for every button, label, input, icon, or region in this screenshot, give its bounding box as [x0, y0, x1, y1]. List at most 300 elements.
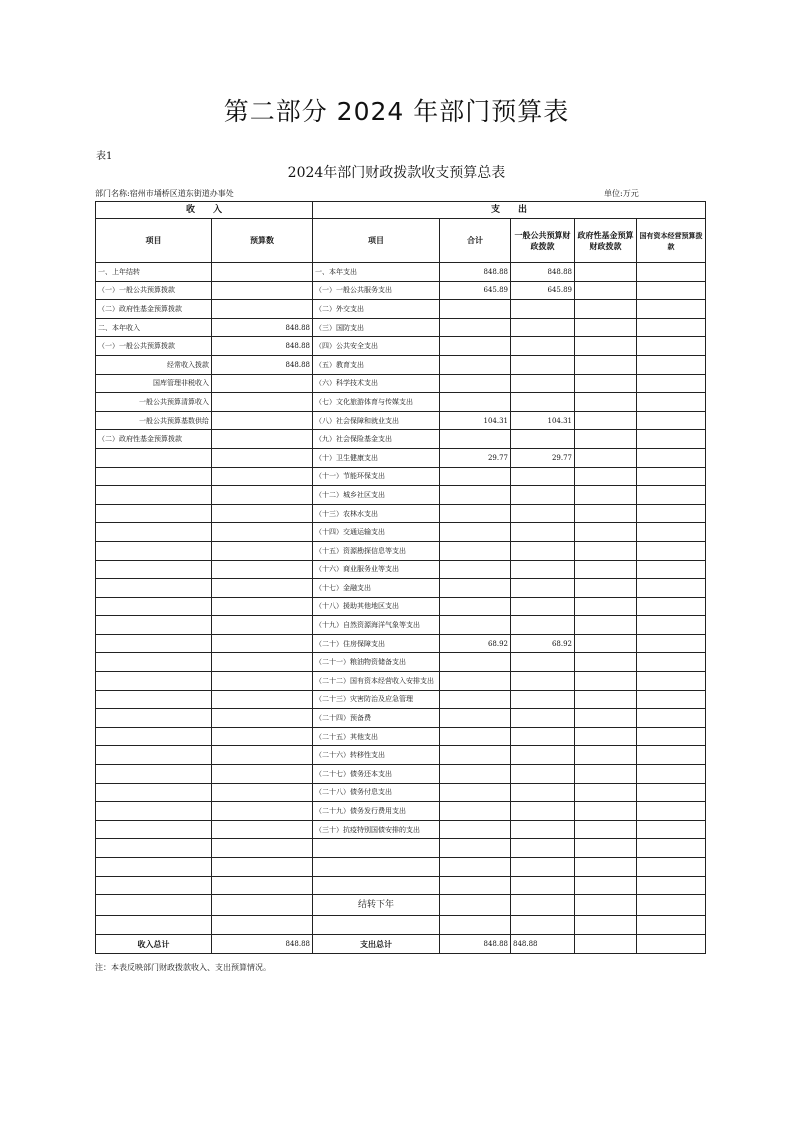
expense-fund — [575, 467, 637, 486]
expense-general — [511, 300, 575, 319]
income-value — [212, 616, 313, 635]
expense-total: 104.31 — [440, 411, 511, 430]
expense-general — [511, 672, 575, 691]
income-value: 848.88 — [212, 355, 313, 374]
income-item — [96, 448, 212, 467]
income-value — [212, 448, 313, 467]
expense-fund — [575, 337, 637, 356]
expense-fund — [575, 802, 637, 821]
expense-total — [440, 523, 511, 542]
expense-item: （二十五）其他支出 — [313, 727, 440, 746]
expense-fund — [575, 523, 637, 542]
expense-total — [440, 504, 511, 523]
expense-general: 104.31 — [511, 411, 575, 430]
income-item — [96, 523, 212, 542]
expense-state — [637, 355, 706, 374]
expense-item: （二十七）债务还本支出 — [313, 765, 440, 784]
expense-general — [511, 616, 575, 635]
table-row — [96, 318, 706, 337]
expense-state — [637, 281, 706, 300]
table-row — [96, 690, 706, 709]
expense-state — [637, 411, 706, 430]
expense-fund — [575, 411, 637, 430]
empty-cell — [511, 895, 575, 916]
empty-cell — [637, 858, 706, 877]
income-item — [96, 467, 212, 486]
table-row — [96, 858, 706, 877]
expense-total — [440, 672, 511, 691]
empty-cell — [575, 934, 637, 953]
expense-total — [440, 430, 511, 449]
table-row — [96, 523, 706, 542]
empty-cell — [440, 858, 511, 877]
expense-state — [637, 393, 706, 412]
empty-cell — [637, 895, 706, 916]
expense-fund — [575, 653, 637, 672]
income-value — [212, 430, 313, 449]
empty-cell — [575, 839, 637, 858]
header-expense-item: 项目 — [313, 219, 440, 263]
expense-general — [511, 523, 575, 542]
expense-fund — [575, 765, 637, 784]
expense-item: （二十六）转移性支出 — [313, 746, 440, 765]
expense-general — [511, 746, 575, 765]
empty-cell — [96, 839, 212, 858]
expense-state — [637, 653, 706, 672]
empty-cell — [637, 934, 706, 953]
income-item: 国库管理非税收入 — [96, 374, 212, 393]
income-value — [212, 820, 313, 839]
expense-total — [440, 802, 511, 821]
empty-cell — [637, 916, 706, 935]
empty-cell — [637, 876, 706, 895]
expense-fund — [575, 300, 637, 319]
expense-item: （五）教育支出 — [313, 355, 440, 374]
budget-table — [95, 201, 706, 954]
expense-item: （二十）住房保障支出 — [313, 634, 440, 653]
expense-item: （二十三）灾害防治及应急管理 — [313, 690, 440, 709]
income-item — [96, 746, 212, 765]
empty-cell — [313, 858, 440, 877]
expense-item: （七）文化旅游体育与传媒支出 — [313, 393, 440, 412]
header-total: 合计 — [440, 219, 511, 263]
expense-item: （十二）城乡社区支出 — [313, 486, 440, 505]
table-row — [96, 802, 706, 821]
expense-total — [440, 616, 511, 635]
empty-cell — [575, 916, 637, 935]
expense-fund — [575, 486, 637, 505]
expense-state — [637, 672, 706, 691]
expense-total: 29.77 — [440, 448, 511, 467]
empty-cell — [96, 916, 212, 935]
table-row — [96, 504, 706, 523]
expense-fund — [575, 672, 637, 691]
table-row — [96, 634, 706, 653]
income-item — [96, 672, 212, 691]
expense-total — [440, 709, 511, 728]
table-row — [96, 727, 706, 746]
expense-fund — [575, 374, 637, 393]
expense-general — [511, 504, 575, 523]
empty-cell — [212, 876, 313, 895]
expense-state — [637, 467, 706, 486]
table-row — [96, 746, 706, 765]
empty-cell — [511, 839, 575, 858]
expense-state — [637, 263, 706, 282]
table-row — [96, 839, 706, 858]
income-item: （二）政府性基金预算拨款 — [96, 430, 212, 449]
income-value — [212, 263, 313, 282]
expense-state — [637, 690, 706, 709]
expense-fund — [575, 355, 637, 374]
unit-label: 单位:万元 — [604, 189, 639, 198]
section-income: 收 入 — [96, 202, 313, 219]
expense-general — [511, 337, 575, 356]
income-value — [212, 709, 313, 728]
income-value — [212, 690, 313, 709]
expense-item: （十七）金融支出 — [313, 579, 440, 598]
expense-item: （六）科学技术支出 — [313, 374, 440, 393]
income-item — [96, 765, 212, 784]
empty-cell — [440, 839, 511, 858]
expense-total: 848.88 — [440, 263, 511, 282]
totals-row — [96, 934, 706, 953]
expense-total — [440, 783, 511, 802]
table-row — [96, 653, 706, 672]
table-row — [96, 672, 706, 691]
table-row — [96, 300, 706, 319]
empty-cell — [313, 839, 440, 858]
income-item — [96, 579, 212, 598]
expense-total — [440, 820, 511, 839]
expense-total-label: 支出总计 — [313, 934, 440, 953]
income-value — [212, 560, 313, 579]
expense-state — [637, 820, 706, 839]
income-value — [212, 281, 313, 300]
expense-fund — [575, 727, 637, 746]
income-value — [212, 727, 313, 746]
expense-fund — [575, 448, 637, 467]
income-value — [212, 523, 313, 542]
expense-item: （十四）交通运输支出 — [313, 523, 440, 542]
empty-cell — [96, 876, 212, 895]
table-row — [96, 393, 706, 412]
table-row — [96, 616, 706, 635]
income-value — [212, 746, 313, 765]
expense-general — [511, 579, 575, 598]
expense-fund — [575, 579, 637, 598]
expense-item: （十三）农林水支出 — [313, 504, 440, 523]
section-header-row — [96, 202, 706, 219]
income-value — [212, 411, 313, 430]
empty-cell — [511, 858, 575, 877]
income-value — [212, 802, 313, 821]
table-row — [96, 374, 706, 393]
expense-general — [511, 820, 575, 839]
expense-fund — [575, 709, 637, 728]
expense-fund — [575, 690, 637, 709]
expense-item: （二十九）债务发行费用支出 — [313, 802, 440, 821]
expense-total — [440, 690, 511, 709]
expense-state — [637, 765, 706, 784]
empty-cell — [511, 876, 575, 895]
expense-total — [440, 746, 511, 765]
expense-total: 68.92 — [440, 634, 511, 653]
income-value — [212, 653, 313, 672]
department-name: 部门名称:宿州市埇桥区道东街道办事处 — [95, 189, 234, 198]
expense-state — [637, 523, 706, 542]
income-item — [96, 616, 212, 635]
expense-state — [637, 709, 706, 728]
expense-item: （十九）自然资源海洋气象等支出 — [313, 616, 440, 635]
expense-general: 848.88 — [511, 263, 575, 282]
income-value — [212, 300, 313, 319]
expense-fund — [575, 820, 637, 839]
expense-total — [440, 393, 511, 412]
income-value — [212, 467, 313, 486]
expense-state — [637, 616, 706, 635]
expense-item: （八）社会保障和就业支出 — [313, 411, 440, 430]
table-row — [96, 486, 706, 505]
empty-cell — [212, 916, 313, 935]
table-row — [96, 916, 706, 935]
expense-item: （十）卫生健康支出 — [313, 448, 440, 467]
income-item — [96, 802, 212, 821]
table-row — [96, 579, 706, 598]
income-value: 848.88 — [212, 337, 313, 356]
header-general-budget: 一般公共预算财政拨款 — [511, 219, 575, 263]
expense-total — [440, 355, 511, 374]
carry-forward-label: 结转下年 — [313, 895, 440, 916]
expense-fund — [575, 393, 637, 412]
expense-fund — [575, 616, 637, 635]
empty-cell — [511, 916, 575, 935]
table-row — [96, 467, 706, 486]
expense-general — [511, 393, 575, 412]
expense-fund — [575, 281, 637, 300]
table-title: 2024年部门财政拨款收支预算总表 — [287, 165, 506, 181]
expense-total: 645.89 — [440, 281, 511, 300]
expense-total — [440, 541, 511, 560]
income-total-label: 收入总计 — [96, 934, 212, 953]
expense-total — [440, 300, 511, 319]
expense-fund — [575, 263, 637, 282]
table-row — [96, 820, 706, 839]
expense-item: （十一）节能环保支出 — [313, 467, 440, 486]
empty-cell — [96, 895, 212, 916]
empty-cell — [440, 895, 511, 916]
table-row — [96, 448, 706, 467]
income-value — [212, 765, 313, 784]
expense-general — [511, 430, 575, 449]
header-income-item: 项目 — [96, 219, 212, 263]
expense-item: （四）公共安全支出 — [313, 337, 440, 356]
expense-general — [511, 541, 575, 560]
income-item: 一般公共预算清算收入 — [96, 393, 212, 412]
expense-total — [440, 337, 511, 356]
empty-cell — [637, 839, 706, 858]
income-item: （一）一般公共预算拨款 — [96, 281, 212, 300]
income-value — [212, 634, 313, 653]
income-item — [96, 634, 212, 653]
income-total-value: 848.88 — [212, 934, 313, 953]
expense-state — [637, 541, 706, 560]
expense-fund — [575, 746, 637, 765]
table-row — [96, 597, 706, 616]
expense-general — [511, 690, 575, 709]
income-value — [212, 783, 313, 802]
expense-item: （二十四）预备费 — [313, 709, 440, 728]
expense-state — [637, 802, 706, 821]
expense-total — [440, 486, 511, 505]
expense-fund — [575, 560, 637, 579]
expense-state — [637, 634, 706, 653]
expense-state — [637, 430, 706, 449]
expense-general — [511, 727, 575, 746]
income-value — [212, 597, 313, 616]
empty-cell — [313, 876, 440, 895]
table-row — [96, 541, 706, 560]
section-expense: 支 出 — [313, 202, 706, 219]
expense-fund — [575, 541, 637, 560]
expense-state — [637, 318, 706, 337]
column-header-row — [96, 219, 706, 263]
table-row — [96, 709, 706, 728]
income-value — [212, 579, 313, 598]
empty-cell — [440, 876, 511, 895]
expense-fund — [575, 430, 637, 449]
page-title: 第二部分 2024 年部门预算表 — [223, 97, 570, 126]
expense-general-total: 848.88 — [511, 934, 575, 953]
expense-state — [637, 727, 706, 746]
expense-general: 29.77 — [511, 448, 575, 467]
income-value — [212, 486, 313, 505]
income-item: 一般公共预算基数供给 — [96, 411, 212, 430]
empty-cell — [575, 876, 637, 895]
expense-fund — [575, 318, 637, 337]
expense-state — [637, 448, 706, 467]
expense-item: （九）社会保险基金支出 — [313, 430, 440, 449]
expense-state — [637, 560, 706, 579]
expense-general — [511, 765, 575, 784]
expense-item: （十八）援助其他地区支出 — [313, 597, 440, 616]
expense-item: （二十一）粮油物资储备支出 — [313, 653, 440, 672]
expense-fund — [575, 783, 637, 802]
expense-state — [637, 504, 706, 523]
income-value — [212, 541, 313, 560]
income-item — [96, 504, 212, 523]
table-row — [96, 263, 706, 282]
expense-item: （二）外交支出 — [313, 300, 440, 319]
empty-cell — [575, 895, 637, 916]
income-item — [96, 541, 212, 560]
empty-cell — [575, 858, 637, 877]
income-item — [96, 783, 212, 802]
income-value — [212, 393, 313, 412]
income-item: 一、上年结转 — [96, 263, 212, 282]
expense-general — [511, 355, 575, 374]
expense-item: （三）国防支出 — [313, 318, 440, 337]
empty-cell — [96, 858, 212, 877]
carry-forward-row — [96, 895, 706, 916]
income-value — [212, 504, 313, 523]
empty-cell — [212, 895, 313, 916]
expense-total — [440, 653, 511, 672]
table-row — [96, 876, 706, 895]
table-row — [96, 411, 706, 430]
header-state-capital: 国有资本经营预算拨款 — [637, 219, 706, 263]
expense-total — [440, 467, 511, 486]
expense-item: （十六）商业服务业等支出 — [313, 560, 440, 579]
income-value — [212, 374, 313, 393]
expense-general — [511, 802, 575, 821]
expense-state — [637, 374, 706, 393]
expense-state — [637, 300, 706, 319]
expense-state — [637, 597, 706, 616]
expense-general — [511, 374, 575, 393]
income-item: 经常收入拨款 — [96, 355, 212, 374]
header-budget: 预算数 — [212, 219, 313, 263]
income-item — [96, 560, 212, 579]
expense-fund — [575, 504, 637, 523]
expense-state — [637, 486, 706, 505]
expense-general — [511, 597, 575, 616]
expense-total — [440, 560, 511, 579]
income-item: （一）一般公共预算拨款 — [96, 337, 212, 356]
empty-cell — [313, 916, 440, 935]
empty-cell — [440, 916, 511, 935]
expense-item: （一）一般公共服务支出 — [313, 281, 440, 300]
expense-fund — [575, 634, 637, 653]
expense-general: 645.89 — [511, 281, 575, 300]
expense-general — [511, 653, 575, 672]
footnote: 注：本表反映部门财政拨款收入、支出预算情况。 — [95, 963, 271, 972]
expense-total — [440, 579, 511, 598]
expense-total — [440, 374, 511, 393]
expense-general — [511, 560, 575, 579]
expense-total — [440, 765, 511, 784]
table-row — [96, 765, 706, 784]
income-item: 二、本年收入 — [96, 318, 212, 337]
table-row — [96, 430, 706, 449]
income-item — [96, 597, 212, 616]
table-row — [96, 337, 706, 356]
income-item — [96, 486, 212, 505]
table-row — [96, 560, 706, 579]
empty-cell — [212, 839, 313, 858]
expense-state — [637, 337, 706, 356]
expense-state — [637, 746, 706, 765]
income-item — [96, 653, 212, 672]
table-row — [96, 281, 706, 300]
expense-general — [511, 467, 575, 486]
expense-general — [511, 486, 575, 505]
income-value — [212, 672, 313, 691]
table-row — [96, 355, 706, 374]
income-item: （二）政府性基金预算拨款 — [96, 300, 212, 319]
expense-state — [637, 783, 706, 802]
expense-total — [440, 597, 511, 616]
expense-item: （二十二）国有资本经营收入安排支出 — [313, 672, 440, 691]
expense-item: 一、本年支出 — [313, 263, 440, 282]
income-value: 848.88 — [212, 318, 313, 337]
expense-item: （二十八）债务付息支出 — [313, 783, 440, 802]
expense-item: （三十）抗疫特别国债安排的支出 — [313, 820, 440, 839]
expense-total-value: 848.88 — [440, 934, 511, 953]
income-item — [96, 820, 212, 839]
table-row — [96, 783, 706, 802]
expense-item: （十五）资源勘探信息等支出 — [313, 541, 440, 560]
